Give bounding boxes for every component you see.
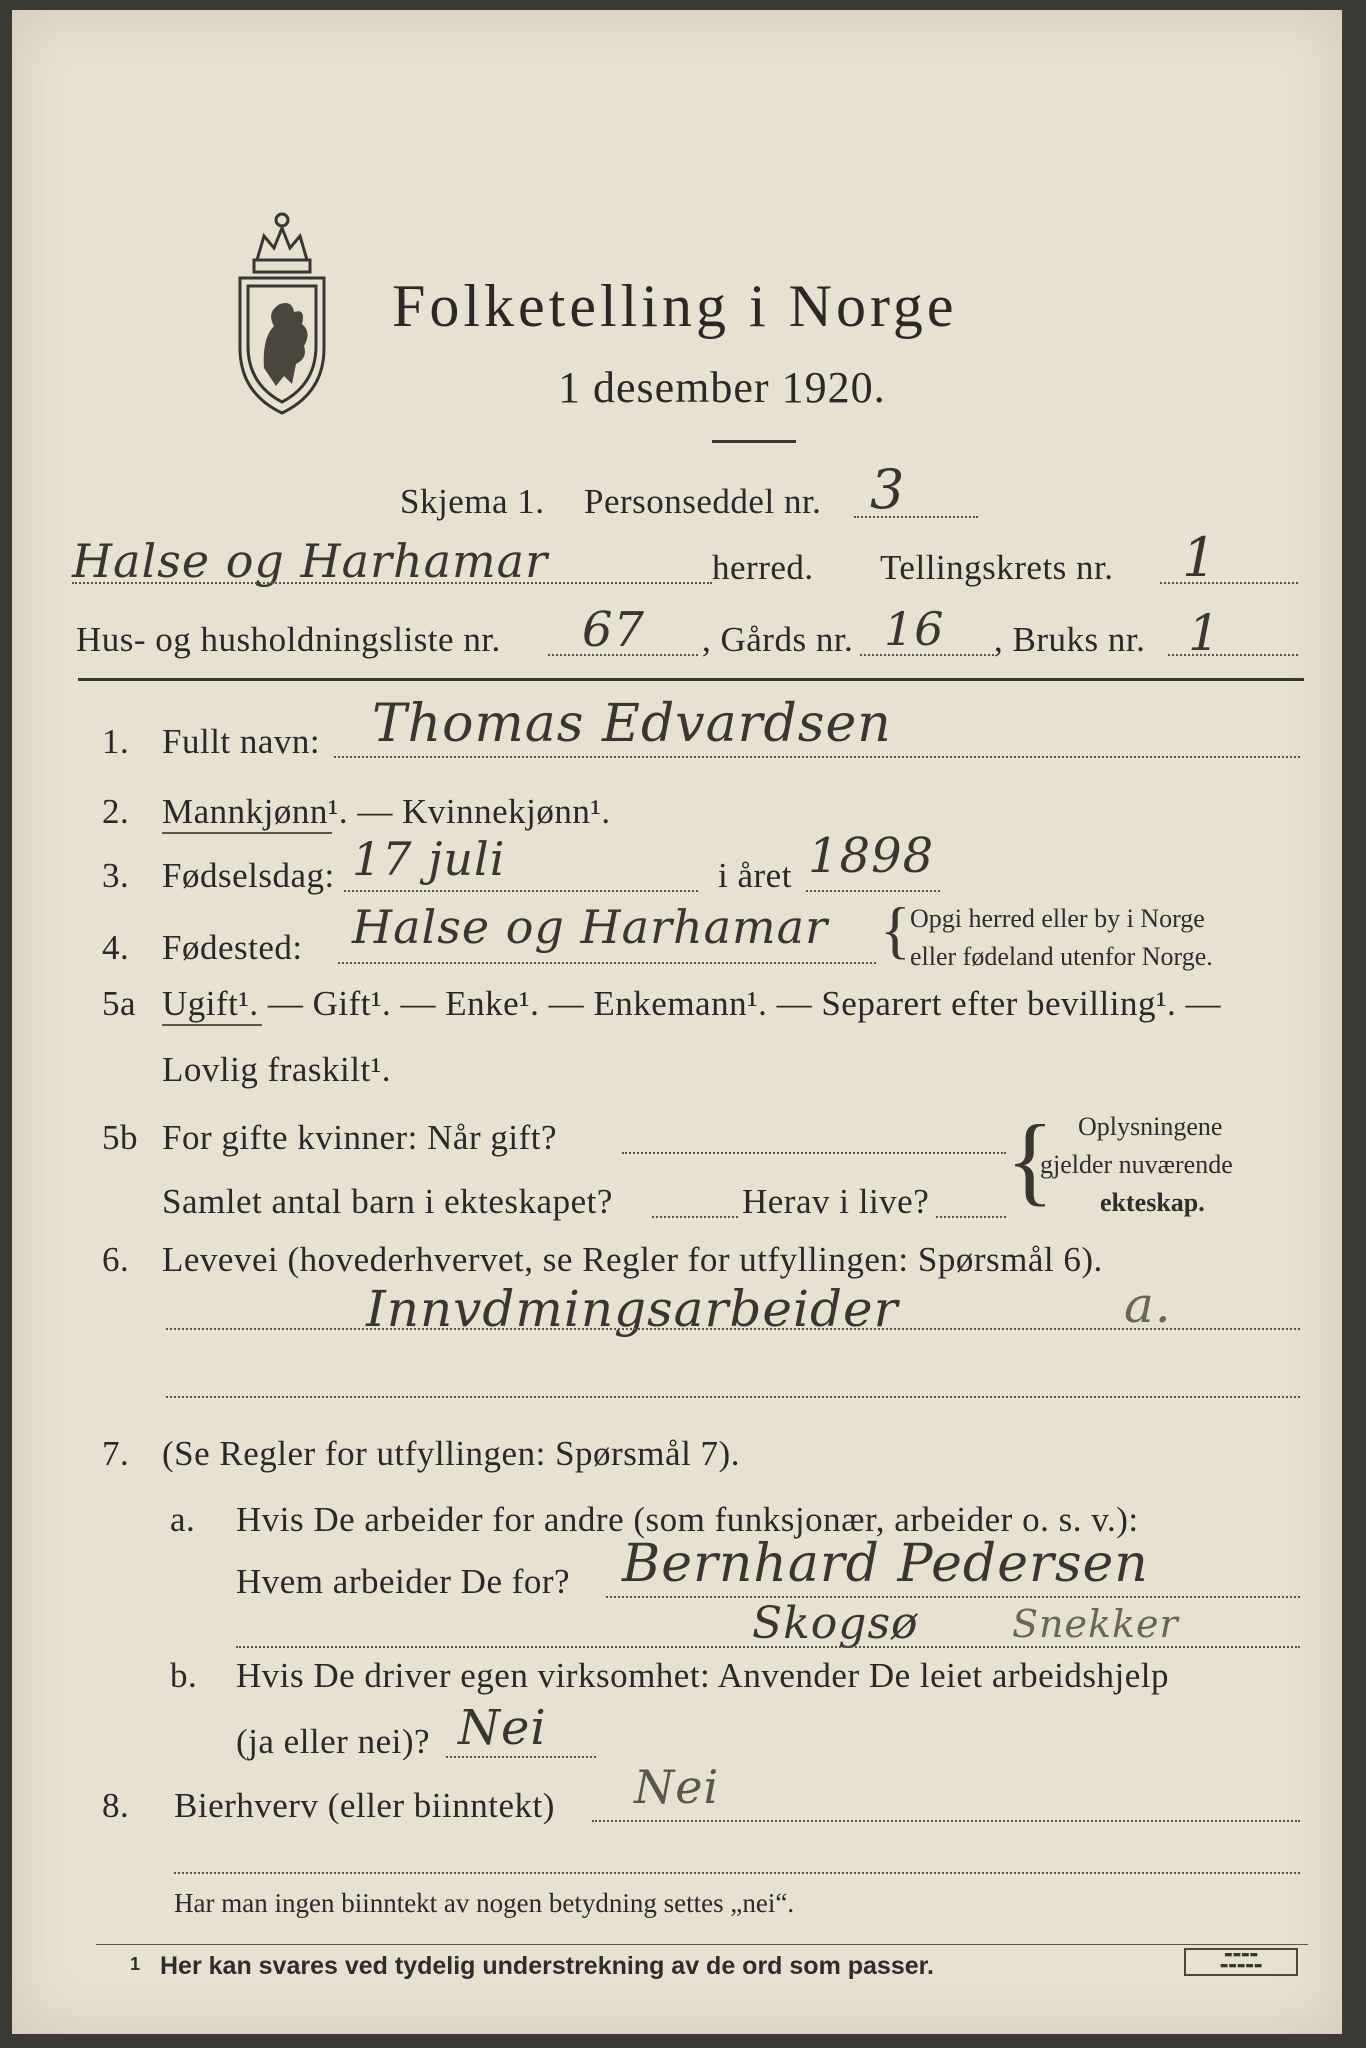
gards-label: , Gårds nr.	[702, 620, 854, 659]
q1-number: 1.	[102, 722, 130, 761]
q8-line1	[592, 1820, 1300, 1822]
printer-stamp: ▬▬▬▬ ▬▬▬▬▬	[1184, 1948, 1298, 1976]
q4-number: 4.	[102, 928, 130, 967]
q3-year-label: i året	[718, 856, 792, 895]
footnote-mark: 1	[130, 1954, 141, 1974]
q7-number: 7.	[102, 1434, 130, 1473]
hus-label: Hus- og husholdningsliste nr.	[76, 620, 501, 659]
q2-number: 2.	[102, 792, 130, 831]
personseddel-label: Personseddel nr.	[584, 482, 822, 521]
herred-line	[72, 582, 712, 584]
full-name-value[interactable]: Thomas Edvardsen	[372, 694, 892, 754]
q5b-note-line1: Oplysningene	[1078, 1112, 1223, 1141]
q8-number: 8.	[102, 1786, 130, 1825]
form-date: 1 desember 1920.	[558, 363, 886, 412]
q4-note-line2: eller fødeland utenfor Norge.	[910, 942, 1213, 971]
mannkjonn-underline	[162, 832, 332, 834]
q7a-letter: a.	[170, 1500, 196, 1539]
employer-place-value[interactable]: Skogsø	[752, 1598, 919, 1649]
q7b-sub: (ja eller nei)?	[236, 1722, 431, 1761]
form-title: Folketelling i Norge	[392, 273, 958, 339]
q7b-line	[446, 1756, 596, 1758]
q5a-label: Ugift¹. — Gift¹. — Enke¹. — Enkemann¹. — Separert efter bevilling¹. —	[162, 984, 1221, 1023]
q4-line	[338, 962, 876, 964]
q7a-line2	[236, 1646, 1300, 1648]
nei-note: Har man ingen biinntekt av nogen betydning settes „nei“.	[174, 1888, 795, 1918]
q5b-brace: {	[1006, 1104, 1054, 1215]
q8-line2	[174, 1872, 1300, 1874]
q1-label: Fullt navn:	[162, 722, 321, 761]
employer-value[interactable]: Bernhard Pedersen	[622, 1534, 1149, 1594]
q3-label: Fødselsdag:	[162, 856, 335, 895]
q5a-label2: Lovlig fraskilt¹.	[162, 1050, 391, 1089]
ugift-underline	[162, 1024, 262, 1026]
q7a-line1	[606, 1596, 1300, 1598]
q5b-note-line2: gjelder nuværende	[1040, 1150, 1233, 1179]
q3-year-line	[806, 890, 940, 892]
q4-label: Fødested:	[162, 928, 303, 967]
q7a-sub: Hvem arbeider De for?	[236, 1562, 571, 1601]
footnote-text: Her kan svares ved tydelig understrekning av de ord som passer.	[160, 1952, 934, 1980]
q4-brace: {	[880, 894, 911, 965]
herred-label: herred.	[712, 548, 814, 587]
occupation-mark: a.	[1124, 1276, 1172, 1334]
q3-number: 3.	[102, 856, 130, 895]
birthplace-value[interactable]: Halse og Harhamar	[352, 900, 829, 954]
q4-note-line1: Opgi herred eller by i Norge	[910, 904, 1205, 933]
coat-of-arms-icon	[222, 208, 342, 418]
title-divider	[712, 440, 796, 443]
tellingskrets-label: Tellingskrets nr.	[880, 548, 1114, 587]
q6-line2	[166, 1396, 1300, 1398]
q5b-children-line	[652, 1216, 738, 1218]
q5b-alive-line	[936, 1216, 1006, 1218]
tellingskrets-line	[1160, 582, 1298, 584]
q5b-label3: Herav i live?	[742, 1182, 930, 1221]
birthdate-value[interactable]: 17 juli	[352, 832, 506, 886]
bruks-label: , Bruks nr.	[994, 620, 1146, 659]
occupation-value[interactable]: Innvdmingsarbeider	[366, 1280, 899, 1338]
hus-value[interactable]: 67	[582, 602, 646, 658]
employer-trade-value: Snekker	[1012, 1602, 1179, 1646]
q5b-number: 5b	[102, 1118, 138, 1157]
q3-line	[344, 890, 698, 892]
q6-label: Levevei (hovederhvervet, se Regler for utfyllingen: Spørsmål 6).	[162, 1240, 1103, 1279]
q8-label: Bierhverv (eller biinntekt)	[174, 1786, 555, 1825]
q6-line1	[166, 1328, 1300, 1330]
q7b-label: Hvis De driver egen virksomhet: Anvender De leiet arbeidshjelp	[236, 1656, 1169, 1695]
q7b-letter: b.	[170, 1656, 198, 1695]
q1-line	[334, 756, 1300, 758]
q5b-note-line3: ekteskap.	[1100, 1188, 1205, 1217]
q5b-label2: Samlet antal barn i ekteskapet?	[162, 1182, 613, 1221]
personseddel-value[interactable]: 3	[870, 458, 906, 521]
q2-label: Mannkjønn¹. — Kvinnekjønn¹.	[162, 792, 611, 831]
gards-value[interactable]: 16	[884, 602, 945, 656]
q7a-label: Hvis De arbeider for andre (som funksjonær, arbeider o. s. v.):	[236, 1500, 1139, 1539]
tellingskrets-value[interactable]: 1	[1182, 526, 1218, 589]
footnote-divider	[96, 1944, 1308, 1945]
q5a-number: 5a	[102, 984, 137, 1023]
q5b-label1: For gifte kvinner: Når gift?	[162, 1118, 558, 1157]
birth-year-value[interactable]: 1898	[808, 828, 935, 884]
q7-label: (Se Regler for utfyllingen: Spørsmål 7).	[162, 1434, 740, 1473]
q5b-married-line	[622, 1152, 1006, 1154]
q6-number: 6.	[102, 1240, 130, 1279]
bruks-value[interactable]: 1	[1188, 604, 1221, 662]
hired-help-value[interactable]: Nei	[458, 1700, 547, 1756]
skjema-label: Skjema 1.	[400, 482, 545, 521]
census-form-sheet	[12, 10, 1342, 2034]
herred-value[interactable]: Halse og Harhamar	[72, 534, 549, 588]
header-divider	[78, 678, 1304, 681]
side-income-value[interactable]: Nei	[634, 1760, 720, 1814]
